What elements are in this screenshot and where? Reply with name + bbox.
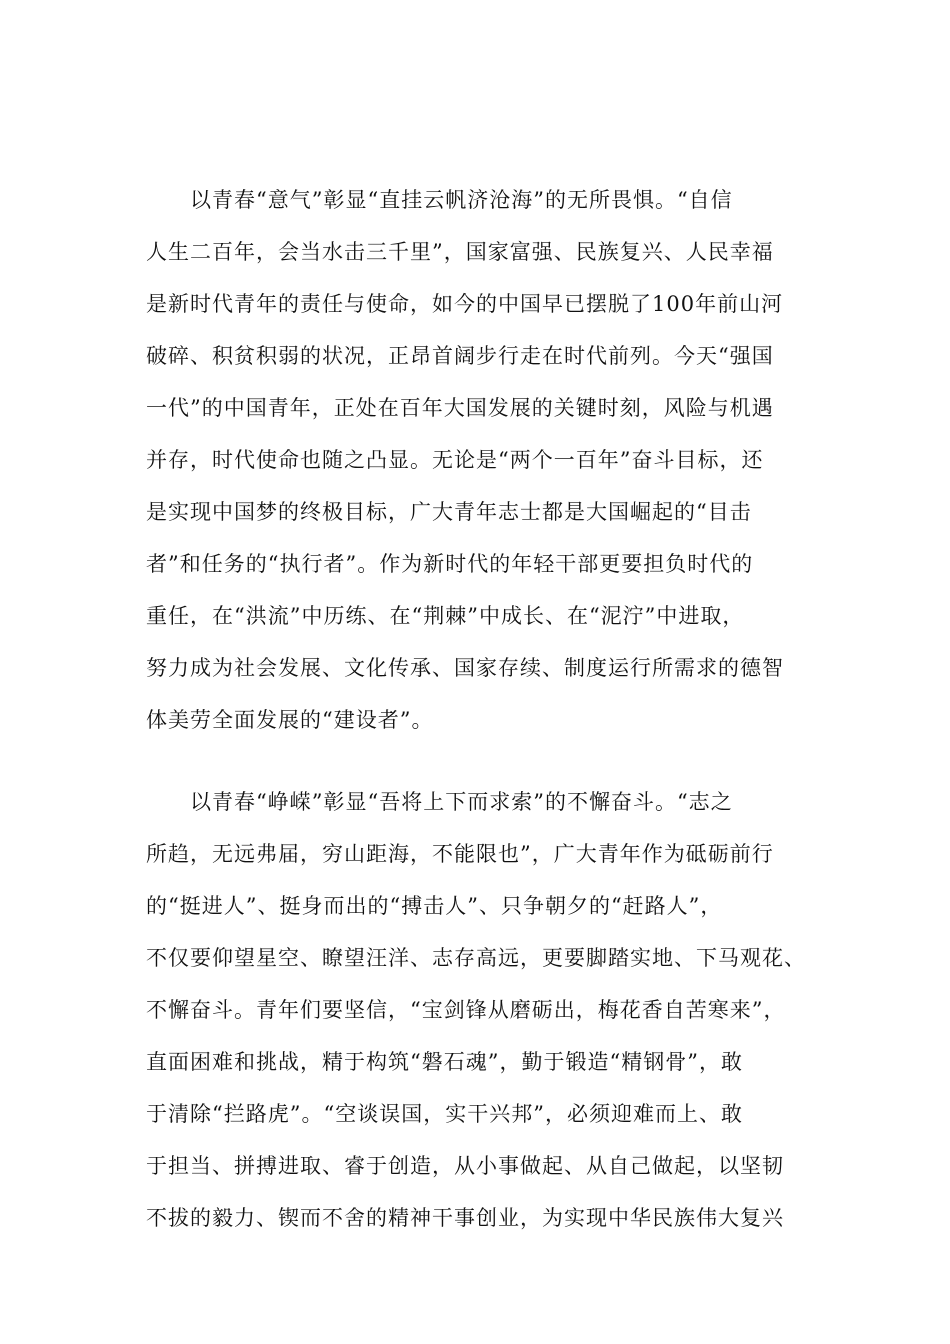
paragraph-youth-spirit [146,174,816,746]
paragraph-line: 于清除“拦路虎”。“空谈误国，实干兴邦”，必须迎难而上、敢 [146,1102,743,1126]
paragraph-line: 不拔的毅力、锲而不舍的精神干事创业，为实现中华民族伟大复兴 [146,1206,784,1230]
paragraph-line: 不懈奋斗。青年们要坚信，“宝剑锋从磨砺出，梅花香自苦寒来”， [146,998,786,1022]
paragraph-line: 所趋，无远弗届，穷山距海，不能限也”，广大青年作为砥砺前行 [146,842,774,866]
paragraph-line: 人生二百年，会当水击三千里”，国家富强、民族复兴、人民幸福 [146,240,774,264]
paragraph-line: 者”和任务的“执行者”。作为新时代的年轻干部更要担负时代的 [146,552,754,576]
paragraph-line: 的“挺进人”、挺身而出的“搏击人”、只争朝夕的“赶路人”， [146,894,723,918]
paragraph-line: 一代”的中国青年，正处在百年大国发展的关键时刻，风险与机遇 [146,396,774,420]
paragraph-line: 努力成为社会发展、文化传承、国家存续、制度运行所需求的德智 [146,656,784,680]
paragraph-line: 重任，在“洪流”中历练、在“荆棘”中成长、在“泥泞”中进取， [146,604,745,628]
paragraph-line: 破碎、积贫积弱的状况，正昂首阔步行走在时代前列。今天“强国 [146,344,774,368]
paragraph-line: 直面困难和挑战，精于构筑“磐石魂”，勤于锻造“精钢骨”，敢 [146,1050,743,1074]
paragraph-line: 不仅要仰望星空、瞭望汪洋、志存高远，更要脚踏实地、下马观花、 [146,946,806,970]
paragraph-youth-struggle [146,776,816,1244]
paragraph-line: 体美劳全面发展的“建设者”。 [146,708,434,732]
paragraph-line: 以青春“峥嵘”彰显“吾将上下而求索”的不懈奋斗。“志之 [190,790,733,814]
paragraph-line: 并存，时代使命也随之凸显。无论是“两个一百年”奋斗目标，还 [146,448,764,472]
paragraph-line: 于担当、拼搏进取、睿于创造，从小事做起、从自己做起，以坚韧 [146,1154,784,1178]
paragraph-line: 以青春“意气”彰显“直挂云帆济沧海”的无所畏惧。“自信 [190,188,733,212]
paragraph-line: 是实现中国梦的终极目标，广大青年志士都是大国崛起的“目击 [146,500,752,524]
paragraph-line: 是新时代青年的责任与使命，如今的中国早已摆脱了100年前山河 [146,292,784,316]
